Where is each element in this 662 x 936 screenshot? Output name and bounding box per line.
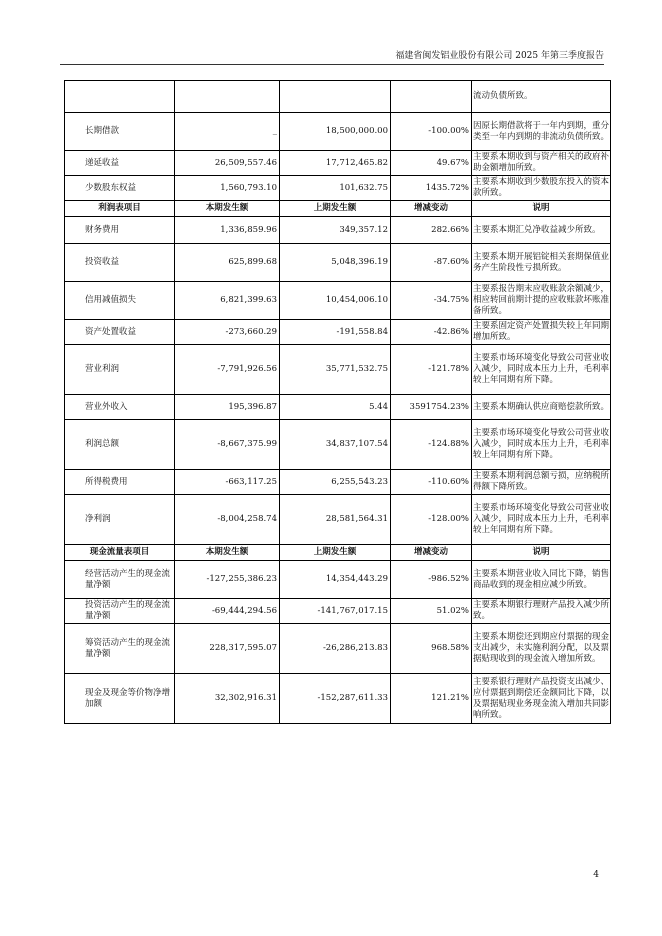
- table-row: [65, 151, 611, 176]
- table-row: [65, 395, 611, 420]
- current-amount: -8,004,258.74: [175, 495, 280, 545]
- change-percent: 121.21%: [391, 674, 472, 724]
- row-item-name: 经营活动产生的现金流量净额: [65, 561, 175, 599]
- table-row: [65, 113, 611, 151]
- previous-amount: 5.44: [280, 395, 391, 420]
- current-amount: 195,396.87: [175, 395, 280, 420]
- current-amount: _: [175, 113, 280, 151]
- table-row: [65, 176, 611, 201]
- previous-amount: 17,712,465.82: [280, 151, 391, 176]
- row-item-name: 利润总额: [65, 420, 175, 470]
- row-item-name: 所得税费用: [65, 470, 175, 495]
- row-description: 因原长期借款将于一年内到期，重分类至一年内到期的非流动负债所致。: [472, 113, 611, 151]
- previous-amount: [280, 81, 391, 113]
- table-row: [65, 624, 611, 674]
- change-percent: -100.00%: [391, 113, 472, 151]
- change-percent: -87.60%: [391, 244, 472, 282]
- page-header: 福建省闽发铝业股份有限公司 2025 年第三季度报告: [60, 50, 604, 65]
- column-header: 现金流量表项目: [65, 545, 175, 561]
- table-row: [65, 282, 611, 320]
- current-amount: -69,444,294.56: [175, 599, 280, 624]
- table-row: [65, 470, 611, 495]
- row-description: 主要系本期银行理财产品投入减少所致。: [472, 599, 611, 624]
- column-header: 上期发生额: [280, 545, 391, 561]
- previous-amount: 18,500,000.00: [280, 113, 391, 151]
- current-amount: -127,255,386.23: [175, 561, 280, 599]
- column-header: 本期发生额: [175, 545, 280, 561]
- previous-amount: -141,767,017.15: [280, 599, 391, 624]
- row-item-name: 信用减值损失: [65, 282, 175, 320]
- current-amount: 1,336,859.96: [175, 217, 280, 244]
- row-description: 主要系本期利润总额亏损，应纳税所得额下降所致。: [472, 470, 611, 495]
- row-description: 流动负债所致。: [472, 81, 611, 113]
- table-row: [65, 217, 611, 244]
- row-item-name: 资产处置收益: [65, 320, 175, 345]
- previous-amount: 35,771,532.75: [280, 345, 391, 395]
- current-amount: -8,667,375.99: [175, 420, 280, 470]
- change-percent: [391, 81, 472, 113]
- previous-amount: 34,837,107.54: [280, 420, 391, 470]
- change-percent: 49.67%: [391, 151, 472, 176]
- row-description: 主要系本期确认供应商赔偿款所致。: [472, 395, 611, 420]
- row-description: 主要系本期偿还到期应付票据的现金支出减少，未实施利润分配，以及票据贴现收到的现金流入增加所致。: [472, 624, 611, 674]
- current-amount: 26,509,557.46: [175, 151, 280, 176]
- row-item-name: 财务费用: [65, 217, 175, 244]
- current-amount: 228,317,595.07: [175, 624, 280, 674]
- row-item-name: 营业利润: [65, 345, 175, 395]
- column-header: 上期发生额: [280, 201, 391, 217]
- column-header: 利润表项目: [65, 201, 175, 217]
- change-percent: 968.58%: [391, 624, 472, 674]
- row-item-name: 递延收益: [65, 151, 175, 176]
- row-description: 主要系本期收到与资产相关的政府补助金额增加所致。: [472, 151, 611, 176]
- change-percent: -121.78%: [391, 345, 472, 395]
- previous-amount: 349,357.12: [280, 217, 391, 244]
- row-description: 主要系固定资产处置损失较上年同期增加所致。: [472, 320, 611, 345]
- current-amount: 6,821,399.63: [175, 282, 280, 320]
- row-item-name: 现金及现金等价物净增加额: [65, 674, 175, 724]
- row-item-name: 净利润: [65, 495, 175, 545]
- row-item-name: 投资活动产生的现金流量净额: [65, 599, 175, 624]
- table-row: [65, 244, 611, 282]
- row-description: 主要系市场环境变化导致公司营业收入减少，同时成本压力上升，毛利率较上年同期有所下降。: [472, 420, 611, 470]
- row-item-name: [65, 81, 175, 113]
- column-header: 说明: [472, 201, 611, 217]
- table-row: [65, 674, 611, 724]
- row-description: 主要系银行理财产品投资支出减少、应付票据到期偿还金额同比下降，以及票据贴现业务现金流入增加共同影响所致。: [472, 674, 611, 724]
- column-header: 说明: [472, 545, 611, 561]
- change-percent: 51.02%: [391, 599, 472, 624]
- row-description: 主要系市场环境变化导致公司营业收入减少，同时成本压力上升，毛利率较上年同期有所下降。: [472, 345, 611, 395]
- row-description: 主要系报告期末应收账款余额减少，相应转回前期计提的应收账款坏账准备所致。: [472, 282, 611, 320]
- change-percent: -124.88%: [391, 420, 472, 470]
- row-item-name: 投资收益: [65, 244, 175, 282]
- row-description: 主要系本期开展铝锭相关套期保值业务产生阶段性亏损所致。: [472, 244, 611, 282]
- current-amount: -663,117.25: [175, 470, 280, 495]
- previous-amount: 6,255,543.23: [280, 470, 391, 495]
- financial-table: [64, 80, 610, 724]
- row-description: 主要系本期汇兑净收益减少所致。: [472, 217, 611, 244]
- section-header-row: [65, 201, 611, 217]
- table-row: [65, 345, 611, 395]
- change-percent: -128.00%: [391, 495, 472, 545]
- previous-amount: -26,286,213.83: [280, 624, 391, 674]
- previous-amount: 14,354,443.29: [280, 561, 391, 599]
- current-amount: 1,560,793.10: [175, 176, 280, 201]
- page-number: 4: [593, 870, 599, 880]
- previous-amount: 10,454,006.10: [280, 282, 391, 320]
- table-row: [65, 420, 611, 470]
- previous-amount: 28,581,564.31: [280, 495, 391, 545]
- previous-amount: -152,287,611.33: [280, 674, 391, 724]
- row-description: 主要系本期收到少数股东投入的资本款所致。: [472, 176, 611, 201]
- current-amount: -7,791,926.56: [175, 345, 280, 395]
- current-amount: -273,660.29: [175, 320, 280, 345]
- table-row: [65, 599, 611, 624]
- column-header: 增减变动: [391, 201, 472, 217]
- row-item-name: 少数股东权益: [65, 176, 175, 201]
- change-percent: 1435.72%: [391, 176, 472, 201]
- column-header: 本期发生额: [175, 201, 280, 217]
- current-amount: 625,899.68: [175, 244, 280, 282]
- change-percent: -986.52%: [391, 561, 472, 599]
- column-header: 增减变动: [391, 545, 472, 561]
- previous-amount: 101,632.75: [280, 176, 391, 201]
- table-row: [65, 495, 611, 545]
- current-amount: 32,302,916.31: [175, 674, 280, 724]
- table-row: [65, 561, 611, 599]
- table-row: [65, 320, 611, 345]
- change-percent: 3591754.23%: [391, 395, 472, 420]
- section-header-row: [65, 545, 611, 561]
- change-percent: -42.86%: [391, 320, 472, 345]
- current-amount: [175, 81, 280, 113]
- previous-amount: 5,048,396.19: [280, 244, 391, 282]
- row-description: 主要系本期营业收入同比下降，销售商品收到的现金相应减少所致。: [472, 561, 611, 599]
- previous-amount: -191,558.84: [280, 320, 391, 345]
- row-description: 主要系市场环境变化导致公司营业收入减少，同时成本压力上升，毛利率较上年同期有所下降。: [472, 495, 611, 545]
- change-percent: 282.66%: [391, 217, 472, 244]
- table-row: [65, 81, 611, 113]
- change-percent: -110.60%: [391, 470, 472, 495]
- row-item-name: 长期借款: [65, 113, 175, 151]
- change-percent: -34.75%: [391, 282, 472, 320]
- row-item-name: 筹资活动产生的现金流量净额: [65, 624, 175, 674]
- row-item-name: 营业外收入: [65, 395, 175, 420]
